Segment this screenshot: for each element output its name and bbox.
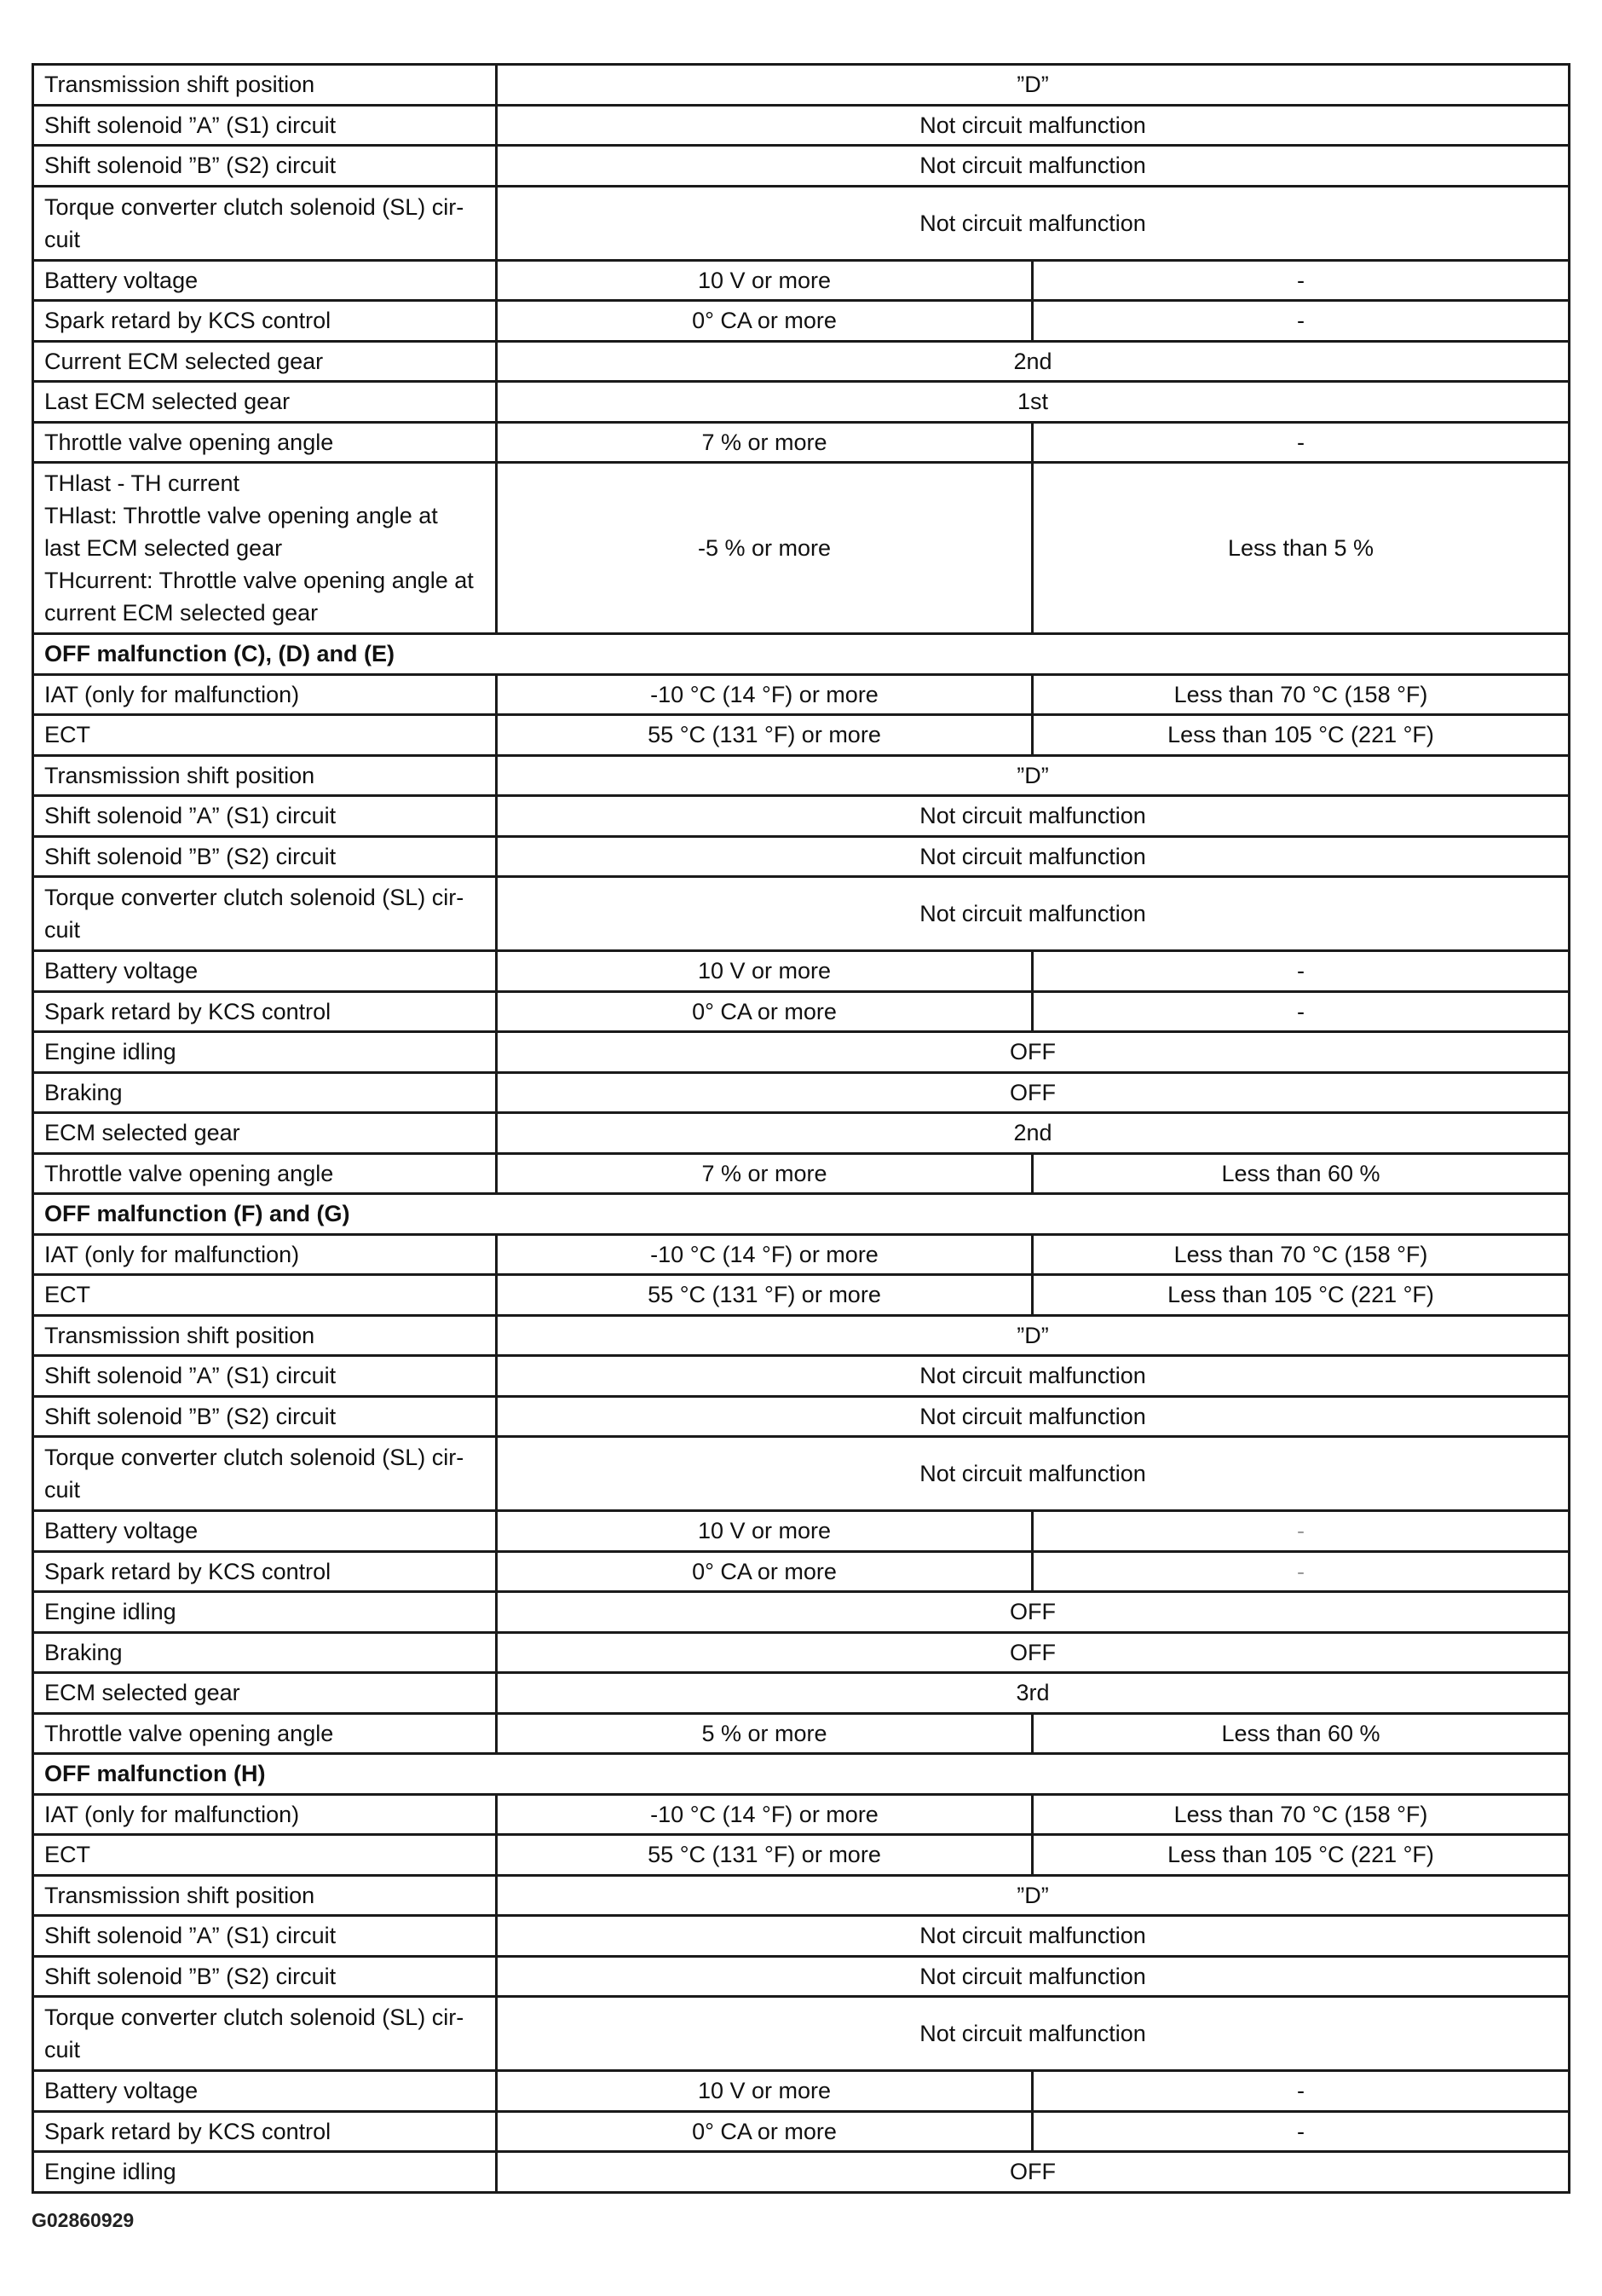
table-row — [33, 991, 1570, 1032]
section-title: OFF malfunction (H) — [33, 1754, 1570, 1795]
condition-max: Less than 105 °C (221 °F) — [1033, 715, 1570, 756]
condition-value: Not circuit malfunction — [497, 105, 1570, 146]
conditions-table-body — [33, 65, 1570, 2193]
table-row — [33, 146, 1570, 187]
table-row — [33, 1916, 1570, 1957]
condition-label: Battery voltage — [33, 951, 497, 992]
table-row — [33, 186, 1570, 260]
condition-max: - — [1033, 991, 1570, 1032]
condition-max: Less than 60 % — [1033, 1153, 1570, 1194]
table-row — [33, 1153, 1570, 1194]
condition-max: Less than 5 % — [1033, 463, 1570, 634]
condition-value: 2nd — [497, 341, 1570, 382]
condition-label: Spark retard by KCS control — [33, 991, 497, 1032]
condition-label: Transmission shift position — [33, 1315, 497, 1356]
section-header-row — [33, 1194, 1570, 1235]
condition-value: OFF — [497, 1032, 1570, 1073]
condition-max: - — [1033, 1511, 1570, 1552]
condition-min: 10 V or more — [497, 951, 1033, 992]
table-row — [33, 755, 1570, 796]
table-row — [33, 65, 1570, 106]
condition-max: Less than 60 % — [1033, 1713, 1570, 1754]
condition-label: Last ECM selected gear — [33, 382, 497, 423]
condition-label: Battery voltage — [33, 260, 497, 301]
table-row — [33, 1956, 1570, 1997]
table-row — [33, 674, 1570, 715]
condition-label: Torque converter clutch solenoid (SL) cir- cuit — [33, 1437, 497, 1511]
condition-label: Transmission shift position — [33, 1875, 497, 1916]
table-row — [33, 2111, 1570, 2152]
condition-min: -5 % or more — [497, 463, 1033, 634]
condition-label: Torque converter clutch solenoid (SL) cir- cuit — [33, 877, 497, 951]
condition-value: OFF — [497, 2152, 1570, 2193]
condition-min: 10 V or more — [497, 1511, 1033, 1552]
condition-min: 0° CA or more — [497, 1551, 1033, 1592]
condition-label: Throttle valve opening angle — [33, 422, 497, 463]
condition-value: Not circuit malfunction — [497, 1916, 1570, 1957]
condition-value: 3rd — [497, 1673, 1570, 1714]
condition-min: 55 °C (131 °F) or more — [497, 715, 1033, 756]
condition-label: THlast - TH current THlast: Throttle valve opening angle at last ECM selected gear THcurrent: Throttle valve opening angle at current ECM selected gear — [33, 463, 497, 634]
figure-id: G02860929 — [32, 2209, 135, 2231]
table-row — [33, 1511, 1570, 1552]
table-row — [33, 1794, 1570, 1835]
condition-label: Shift solenoid ”B” (S2) circuit — [33, 1396, 497, 1437]
condition-max: Less than 70 °C (158 °F) — [1033, 1234, 1570, 1275]
condition-label: Battery voltage — [33, 2071, 497, 2112]
section-title: OFF malfunction (C), (D) and (E) — [33, 634, 1570, 675]
condition-value: Not circuit malfunction — [497, 1396, 1570, 1437]
condition-label: Torque converter clutch solenoid (SL) cir- cuit — [33, 1997, 497, 2071]
condition-max: - — [1033, 1551, 1570, 1592]
table-row — [33, 1032, 1570, 1073]
table-row — [33, 1551, 1570, 1592]
table-row — [33, 715, 1570, 756]
condition-min: 0° CA or more — [497, 301, 1033, 342]
table-row — [33, 260, 1570, 301]
condition-value: Not circuit malfunction — [497, 146, 1570, 187]
condition-min: 5 % or more — [497, 1713, 1033, 1754]
table-row — [33, 1275, 1570, 1316]
table-row — [33, 105, 1570, 146]
condition-label: ECT — [33, 1835, 497, 1876]
table-row — [33, 951, 1570, 992]
condition-min: 55 °C (131 °F) or more — [497, 1275, 1033, 1316]
table-row — [33, 1997, 1570, 2071]
table-row — [33, 877, 1570, 951]
table-row — [33, 1315, 1570, 1356]
condition-max: Less than 105 °C (221 °F) — [1033, 1835, 1570, 1876]
table-row — [33, 1835, 1570, 1876]
table-row — [33, 1875, 1570, 1916]
table-row — [33, 1356, 1570, 1397]
table-row — [33, 836, 1570, 877]
condition-value: ”D” — [497, 1875, 1570, 1916]
condition-label: ECT — [33, 715, 497, 756]
condition-max: - — [1033, 422, 1570, 463]
condition-label: Braking — [33, 1632, 497, 1673]
table-row — [33, 1072, 1570, 1113]
condition-label: Transmission shift position — [33, 755, 497, 796]
condition-max: Less than 70 °C (158 °F) — [1033, 1794, 1570, 1835]
condition-max: Less than 70 °C (158 °F) — [1033, 674, 1570, 715]
table-row — [33, 1673, 1570, 1714]
condition-value: ”D” — [497, 65, 1570, 106]
section-header-row — [33, 1754, 1570, 1795]
condition-label: Torque converter clutch solenoid (SL) cir- cuit — [33, 186, 497, 260]
condition-value: ”D” — [497, 1315, 1570, 1356]
condition-label: Shift solenoid ”B” (S2) circuit — [33, 836, 497, 877]
condition-value: OFF — [497, 1632, 1570, 1673]
condition-label: Battery voltage — [33, 1511, 497, 1552]
condition-min: 0° CA or more — [497, 991, 1033, 1032]
condition-label: Shift solenoid ”A” (S1) circuit — [33, 796, 497, 837]
condition-max: - — [1033, 951, 1570, 992]
condition-max: Less than 105 °C (221 °F) — [1033, 1275, 1570, 1316]
condition-min: 7 % or more — [497, 1153, 1033, 1194]
condition-label: Braking — [33, 1072, 497, 1113]
condition-label: Shift solenoid ”A” (S1) circuit — [33, 1916, 497, 1957]
condition-value: Not circuit malfunction — [497, 1956, 1570, 1997]
conditions-table — [32, 63, 1570, 2194]
condition-min: 10 V or more — [497, 2071, 1033, 2112]
table-row — [33, 382, 1570, 423]
condition-label: Engine idling — [33, 1032, 497, 1073]
condition-label: Engine idling — [33, 2152, 497, 2193]
condition-label: Spark retard by KCS control — [33, 301, 497, 342]
condition-value: 2nd — [497, 1113, 1570, 1154]
condition-label: Shift solenoid ”B” (S2) circuit — [33, 1956, 497, 1997]
section-title: OFF malfunction (F) and (G) — [33, 1194, 1570, 1235]
condition-label: IAT (only for malfunction) — [33, 1234, 497, 1275]
table-row — [33, 301, 1570, 342]
condition-value: Not circuit malfunction — [497, 1356, 1570, 1397]
condition-value: Not circuit malfunction — [497, 877, 1570, 951]
condition-label: Shift solenoid ”A” (S1) circuit — [33, 1356, 497, 1397]
condition-min: 7 % or more — [497, 422, 1033, 463]
condition-min: -10 °C (14 °F) or more — [497, 1234, 1033, 1275]
condition-max: - — [1033, 2071, 1570, 2112]
condition-value: ”D” — [497, 755, 1570, 796]
condition-label: Engine idling — [33, 1592, 497, 1633]
condition-value: 1st — [497, 382, 1570, 423]
condition-max: - — [1033, 2111, 1570, 2152]
condition-value: OFF — [497, 1592, 1570, 1633]
condition-value: Not circuit malfunction — [497, 186, 1570, 260]
condition-label: Throttle valve opening angle — [33, 1153, 497, 1194]
condition-label: IAT (only for malfunction) — [33, 674, 497, 715]
condition-label: Current ECM selected gear — [33, 341, 497, 382]
condition-label: Shift solenoid ”B” (S2) circuit — [33, 146, 497, 187]
condition-label: IAT (only for malfunction) — [33, 1794, 497, 1835]
table-row — [33, 1113, 1570, 1154]
condition-label: ECM selected gear — [33, 1673, 497, 1714]
condition-max: - — [1033, 301, 1570, 342]
condition-min: 0° CA or more — [497, 2111, 1033, 2152]
table-row — [33, 2071, 1570, 2112]
condition-label: ECM selected gear — [33, 1113, 497, 1154]
condition-label: Throttle valve opening angle — [33, 1713, 497, 1754]
condition-min: 55 °C (131 °F) or more — [497, 1835, 1033, 1876]
condition-value: Not circuit malfunction — [497, 836, 1570, 877]
condition-label: Transmission shift position — [33, 65, 497, 106]
condition-value: OFF — [497, 1072, 1570, 1113]
table-row — [33, 1632, 1570, 1673]
table-row — [33, 1396, 1570, 1437]
condition-label: ECT — [33, 1275, 497, 1316]
table-row — [33, 463, 1570, 634]
condition-min: -10 °C (14 °F) or more — [497, 674, 1033, 715]
condition-value: Not circuit malfunction — [497, 1437, 1570, 1511]
table-row — [33, 341, 1570, 382]
table-row — [33, 1592, 1570, 1633]
table-row — [33, 1713, 1570, 1754]
table-row — [33, 2152, 1570, 2193]
condition-label: Shift solenoid ”A” (S1) circuit — [33, 105, 497, 146]
table-row — [33, 1437, 1570, 1511]
section-header-row — [33, 634, 1570, 675]
condition-value: Not circuit malfunction — [497, 1997, 1570, 2071]
condition-min: 10 V or more — [497, 260, 1033, 301]
table-row — [33, 422, 1570, 463]
condition-label: Spark retard by KCS control — [33, 2111, 497, 2152]
table-row — [33, 1234, 1570, 1275]
condition-max: - — [1033, 260, 1570, 301]
condition-label: Spark retard by KCS control — [33, 1551, 497, 1592]
condition-min: -10 °C (14 °F) or more — [497, 1794, 1033, 1835]
table-row — [33, 796, 1570, 837]
condition-value: Not circuit malfunction — [497, 796, 1570, 837]
